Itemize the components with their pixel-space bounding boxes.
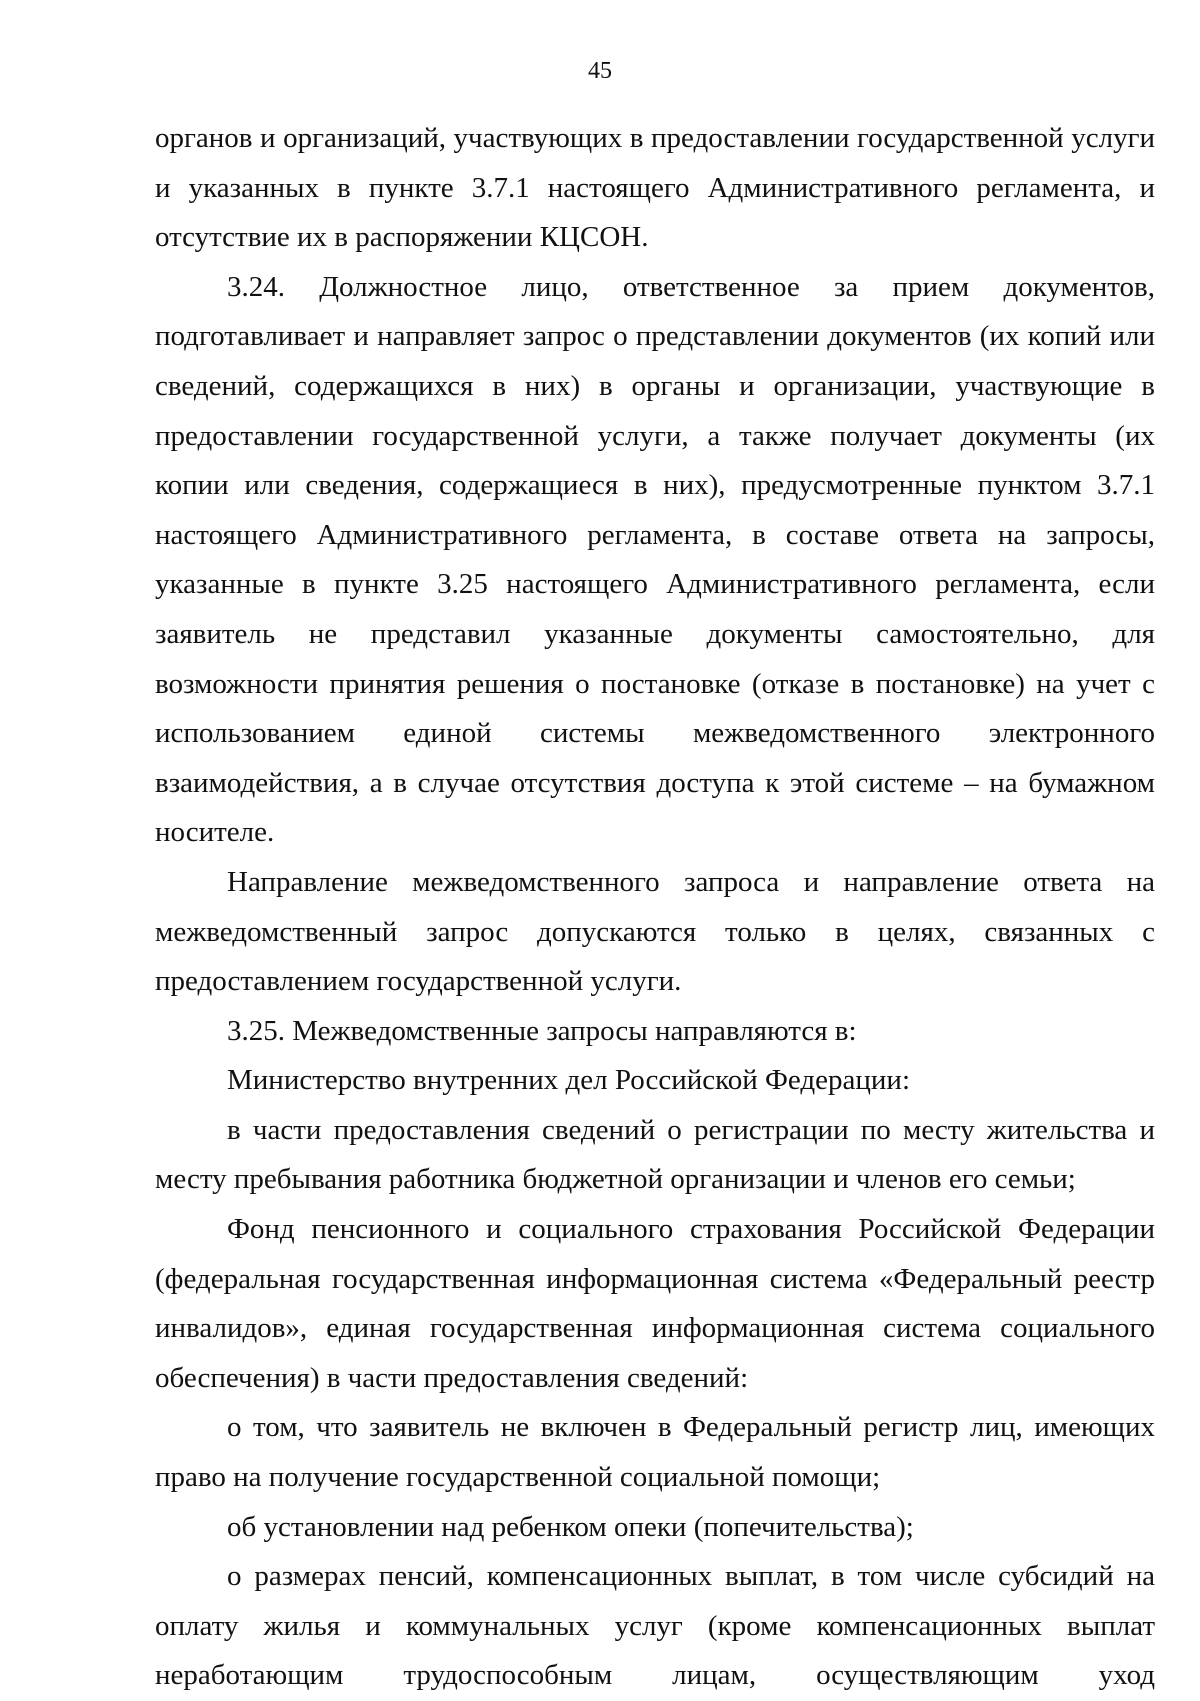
paragraph-social-assistance-register: о том, что заявитель не включен в Федеральный регистр лиц, имеющих право на получение государственной социальной помощи; xyxy=(155,1411,1155,1494)
paragraph-registration-info: в части предоставления сведений о регистрации по месту жительства и месту пребывания работника бюджетной организации и членов его семьи; xyxy=(155,1113,1155,1196)
paragraph-3-24: 3.24. Должностное лицо, ответственное за прием документов, подготавливает и направляет запрос о представлении документов (их копий или сведений, содержащихся в них) в органы и организации, участвующие в предоставлении государственной услуги, а также получает документы (их копии или сведения, содержащиеся в них), предусмотренные пунктом 3.7.1 настоящего Административного регламента, в составе ответа на запросы, указанные в пункте 3.25 настоящего Административного регламента, если заявитель не представил указанные документы самостоятельно, для возможности принятия решения о постановке (отказе в постановке) на учет с использованием единой системы межведомственного электронного взаимодействия, а в случае отсутствия доступа к этой системе – на бумажном носителе. xyxy=(155,270,1155,849)
page-number: 45 xyxy=(588,58,612,84)
paragraph-3-25: 3.25. Межведомственные запросы направляются в: xyxy=(227,1014,857,1047)
paragraph-guardianship: об установлении над ребенком опеки (попечительства); xyxy=(227,1510,914,1543)
paragraph-ministry-interior: Министерство внутренних дел Российской Федерации: xyxy=(227,1064,911,1097)
paragraph-continuation: органов и организаций, участвующих в предоставлении государственной услуги и указанных в пункте 3.7.1 настоящего Административного регламента, и отсутствие их в распоряжении КЦСОН. xyxy=(155,122,1155,254)
paragraph-pension-fund: Фонд пенсионного и социального страхования Российской Федерации (федеральная государственная информационная система «Федеральный реестр инвалидов», единая государственная информационная система социального обеспечения) в части предоставления сведений: xyxy=(155,1213,1155,1394)
paragraph-interagency-request: Направление межведомственного запроса и направление ответа на межведомственный запрос допускаются только в целях, связанных с предоставлением государственной услуги. xyxy=(155,865,1155,998)
document-body xyxy=(155,114,1155,1701)
paragraph-pension-amounts: о размерах пенсий, компенсационных выплат, в том числе субсидий на оплату жилья и коммунальных услуг (кроме компенсационных выплат неработающим трудоспособным лицам, осуществляющим уход xyxy=(155,1560,1155,1692)
